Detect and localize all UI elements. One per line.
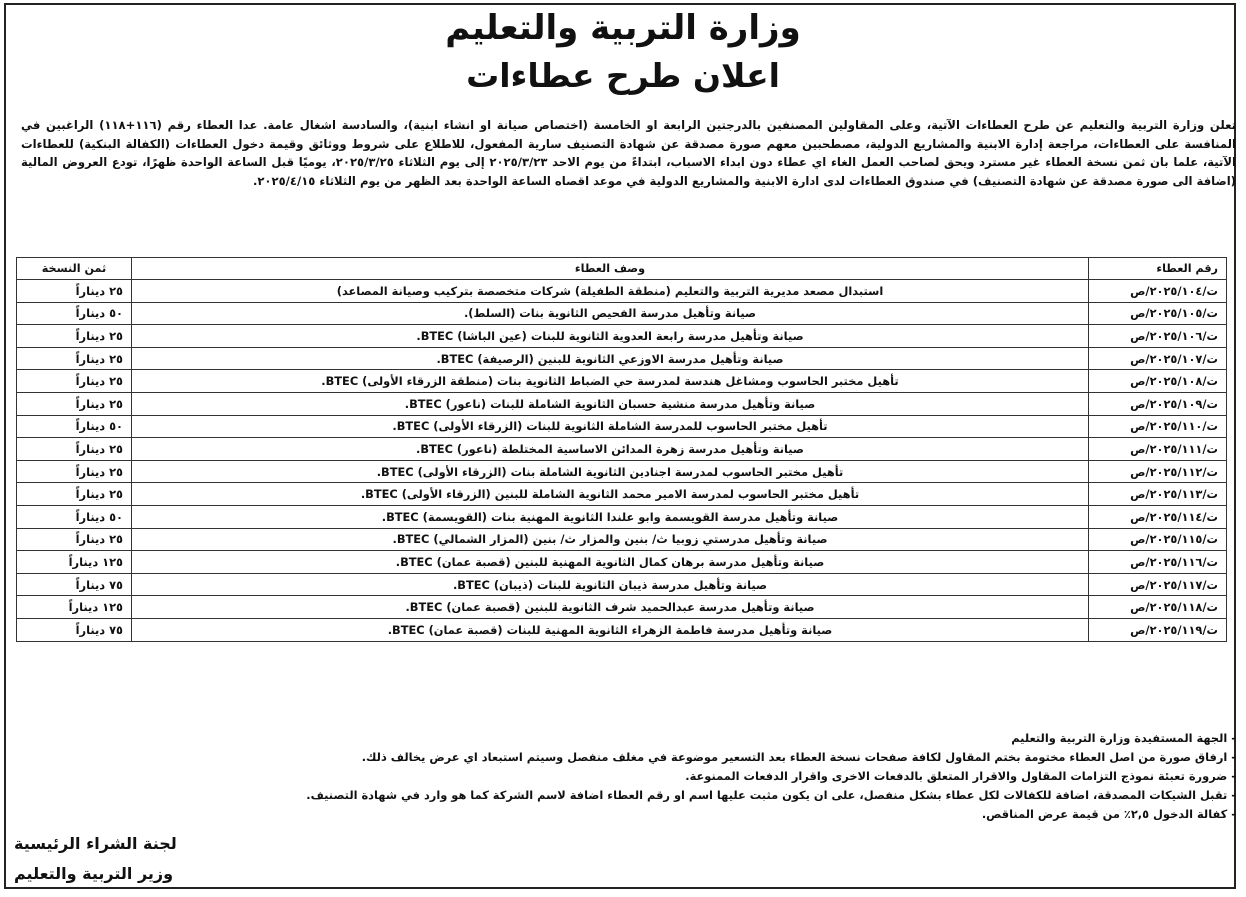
- tender-number-cell: ت/٢٠٢٥/١٠٩/ص: [1089, 392, 1227, 415]
- tender-description-cell: صيانة وتأهيل مدرسة ذيبان الثانوية للبنات (ذيبان) BTEC.: [132, 573, 1089, 596]
- tender-number-cell: ت/٢٠٢٥/١١١/ص: [1089, 438, 1227, 461]
- note-item: - كفالة الدخول ٢,٥٪ من قيمة عرض المناقص.: [21, 805, 1236, 824]
- header-tender-number: رقم العطاء: [1089, 258, 1227, 280]
- tender-number-cell: ت/٢٠٢٥/١١٠/ص: [1089, 415, 1227, 438]
- tenders-table-body: [17, 280, 1227, 642]
- table-row: [17, 438, 1227, 461]
- copy-price-cell: ١٢٥ ديناراً: [17, 551, 132, 574]
- table-row: [17, 392, 1227, 415]
- table-row: [17, 551, 1227, 574]
- table-row: [17, 573, 1227, 596]
- tender-number-cell: ت/٢٠٢٥/١١٤/ص: [1089, 505, 1227, 528]
- tender-description-cell: صيانة وتأهيل مدرسة فاطمة الزهراء الثانوية المهنية للبنات (قصبة عمان) BTEC.: [132, 618, 1089, 641]
- copy-price-cell: ٢٥ ديناراً: [17, 370, 132, 393]
- header-copy-price: ثمن النسخة: [17, 258, 132, 280]
- tender-number-cell: ت/٢٠٢٥/١٠٨/ص: [1089, 370, 1227, 393]
- tender-description-cell: صيانة وتأهيل مدرسة عبدالحميد شرف الثانوية للبنين (قصبة عمان) BTEC.: [132, 596, 1089, 619]
- copy-price-cell: ٢٥ ديناراً: [17, 325, 132, 348]
- table-row: [17, 370, 1227, 393]
- copy-price-cell: ٥٠ ديناراً: [17, 415, 132, 438]
- note-item: - ارفاق صورة من اصل العطاء مختومة بختم المقاول لكافة صفحات نسخة العطاء بعد التسعير موضوعة في مغلف منفصل وسيتم استبعاد اي عرض يخالف ذلك.: [21, 748, 1236, 767]
- tender-description-cell: صيانة وتأهيل مدرستي زوبيا ث/ بنين والمزار ث/ بنين (المزار الشمالي) BTEC.: [132, 528, 1089, 551]
- copy-price-cell: ٢٥ ديناراً: [17, 392, 132, 415]
- tender-description-cell: صيانة وتأهيل مدرسة برهان كمال الثانوية المهنية للبنين (قصبة عمان) BTEC.: [132, 551, 1089, 574]
- notes-list: [21, 729, 1236, 824]
- tender-number-cell: ت/٢٠٢٥/١٠٧/ص: [1089, 347, 1227, 370]
- intro-paragraph: تعلن وزارة التربية والتعليم عن طرح العطاءات الآتية، وعلى المقاولين المصنفين بالدرجتين الرابعة او الخامسة (اختصاص صيانة او انشاء ابنية)، والسادسة اشغال عامة. عدا العطاء رقم (١١٦+١١٨) الراغبين في المنافسة على العطاءات، مراجعة إدارة الابنية والمشاريع الدولية، مصطحبين معهم صورة مصدقة عن شهادة التصنيف سارية المفعول، للاطلاع على شروط ووثائق وقيمة دخول العطاءات (الكفالة البنكية) للعطاءات الآتية، علما بان ثمن نسخة العطاء غير مسترد ويحق لصاحب العمل الغاء اي عطاء دون ابداء الاسباب، ابتداءً من يوم الاحد ٢٠٢٥/٣/٢٣ إلى يوم الثلاثاء ٢٠٢٥/٣/٢٥، يوميًا قبل الساعة الواحدة ظهرًا، تودع العروض المالية (اضافة الى صورة مصدقة عن شهادة التصنيف) في صندوق العطاءات لدى ادارة الابنية والمشاريع الدولية في موعد اقصاه الساعة الواحدة بعد الظهر من يوم الثلاثاء ٢٠٢٥/٤/١٥.: [21, 118, 1237, 188]
- tender-number-cell: ت/٢٠٢٥/١١٧/ص: [1089, 573, 1227, 596]
- copy-price-cell: ٥٠ ديناراً: [17, 505, 132, 528]
- copy-price-cell: ٥٠ ديناراً: [17, 302, 132, 325]
- table-row: [17, 618, 1227, 641]
- tender-number-cell: ت/٢٠٢٥/١١٢/ص: [1089, 460, 1227, 483]
- copy-price-cell: ٧٥ ديناراً: [17, 618, 132, 641]
- tender-description-cell: صيانة وتأهيل مدرسة زهرة المدائن الاساسية المختلطة (ناعور) BTEC.: [132, 438, 1089, 461]
- tender-number-cell: ت/٢٠٢٥/١٠٥/ص: [1089, 302, 1227, 325]
- tender-number-cell: ت/٢٠٢٥/١١٨/ص: [1089, 596, 1227, 619]
- tender-number-cell: ت/٢٠٢٥/١١٦/ص: [1089, 551, 1227, 574]
- note-item: - ضرورة تعبئة نموذج التزامات المقاول والاقرار المتعلق بالدفعات الاخرى واقرار الدفعات الممنوعة.: [21, 767, 1236, 786]
- tender-description-cell: صيانة وتأهيل مدرسة رابعة العدوية الثانوية للبنات (عين الباشا) BTEC.: [132, 325, 1089, 348]
- note-item: - تقبل الشيكات المصدقة، اضافة للكفالات لكل عطاء بشكل منفصل، على ان يكون مثبت عليها اسم او رقم العطاء اضافة لاسم الشركة كما هو وارد في شهادة التصنيف.: [21, 786, 1236, 805]
- tenders-table: [16, 257, 1227, 642]
- tender-description-cell: صيانة وتأهيل مدرسة القويسمة وابو علندا الثانوية المهنية بنات (القويسمة) BTEC.: [132, 505, 1089, 528]
- tender-description-cell: استبدال مصعد مديرية التربية والتعليم (منطقة الطفيلة) شركات متخصصة بتركيب وصيانة المصاعد): [132, 280, 1089, 303]
- signature-committee: لجنة الشراء الرئيسية: [14, 834, 177, 853]
- table-row: [17, 280, 1227, 303]
- table-row: [17, 347, 1227, 370]
- tender-number-cell: ت/٢٠٢٥/١٠٤/ص: [1089, 280, 1227, 303]
- copy-price-cell: ٢٥ ديناراً: [17, 460, 132, 483]
- tender-number-cell: ت/٢٠٢٥/١١٥/ص: [1089, 528, 1227, 551]
- copy-price-cell: ٢٥ ديناراً: [17, 528, 132, 551]
- copy-price-cell: ٧٥ ديناراً: [17, 573, 132, 596]
- tender-number-cell: ت/٢٠٢٥/١١٩/ص: [1089, 618, 1227, 641]
- tender-description-cell: تأهيل مختبر الحاسوب للمدرسة الشاملة الثانوية للبنات (الزرقاء الأولى) BTEC.: [132, 415, 1089, 438]
- copy-price-cell: ٢٥ ديناراً: [17, 438, 132, 461]
- tender-description-cell: تأهيل مختبر الحاسوب لمدرسة اجنادين الثانوية الشاملة بنات (الزرقاء الأولى) BTEC.: [132, 460, 1089, 483]
- ministry-title: وزارة التربية والتعليم: [445, 8, 801, 48]
- tender-description-cell: تأهيل مختبر الحاسوب ومشاغل هندسة لمدرسة حي الضباط الثانوية بنات (منطقة الزرقاء الأولى) BTEC.: [132, 370, 1089, 393]
- tender-number-cell: ت/٢٠٢٥/١٠٦/ص: [1089, 325, 1227, 348]
- signature-minister: وزير التربية والتعليم: [14, 864, 174, 883]
- table-row: [17, 483, 1227, 506]
- tender-description-cell: صيانة وتأهيل مدرسة منشية حسبان الثانوية الشاملة للبنات (ناعور) BTEC.: [132, 392, 1089, 415]
- table-header-row: [17, 258, 1227, 280]
- note-item: - الجهة المستفيدة وزارة التربية والتعليم: [21, 729, 1236, 748]
- tender-description-cell: تأهيل مختبر الحاسوب لمدرسة الامير محمد الثانوية الشاملة للبنين (الزرقاء الأولى) BTEC.: [132, 483, 1089, 506]
- copy-price-cell: ٢٥ ديناراً: [17, 483, 132, 506]
- table-row: [17, 415, 1227, 438]
- table-row: [17, 596, 1227, 619]
- tender-number-cell: ت/٢٠٢٥/١١٣/ص: [1089, 483, 1227, 506]
- table-row: [17, 460, 1227, 483]
- copy-price-cell: ٢٥ ديناراً: [17, 280, 132, 303]
- copy-price-cell: ١٢٥ ديناراً: [17, 596, 132, 619]
- announcement-title: اعلان طرح عطاءات: [466, 56, 780, 95]
- header-tender-description: وصف العطاء: [132, 258, 1089, 280]
- tender-description-cell: صيانة وتأهيل مدرسة الفحيص الثانوية بنات (السلط).: [132, 302, 1089, 325]
- table-row: [17, 302, 1227, 325]
- table-row: [17, 528, 1227, 551]
- copy-price-cell: ٢٥ ديناراً: [17, 347, 132, 370]
- table-row: [17, 505, 1227, 528]
- tender-description-cell: صيانة وتأهيل مدرسة الاوزعي الثانوية للبنين (الرصيفة) BTEC.: [132, 347, 1089, 370]
- table-row: [17, 325, 1227, 348]
